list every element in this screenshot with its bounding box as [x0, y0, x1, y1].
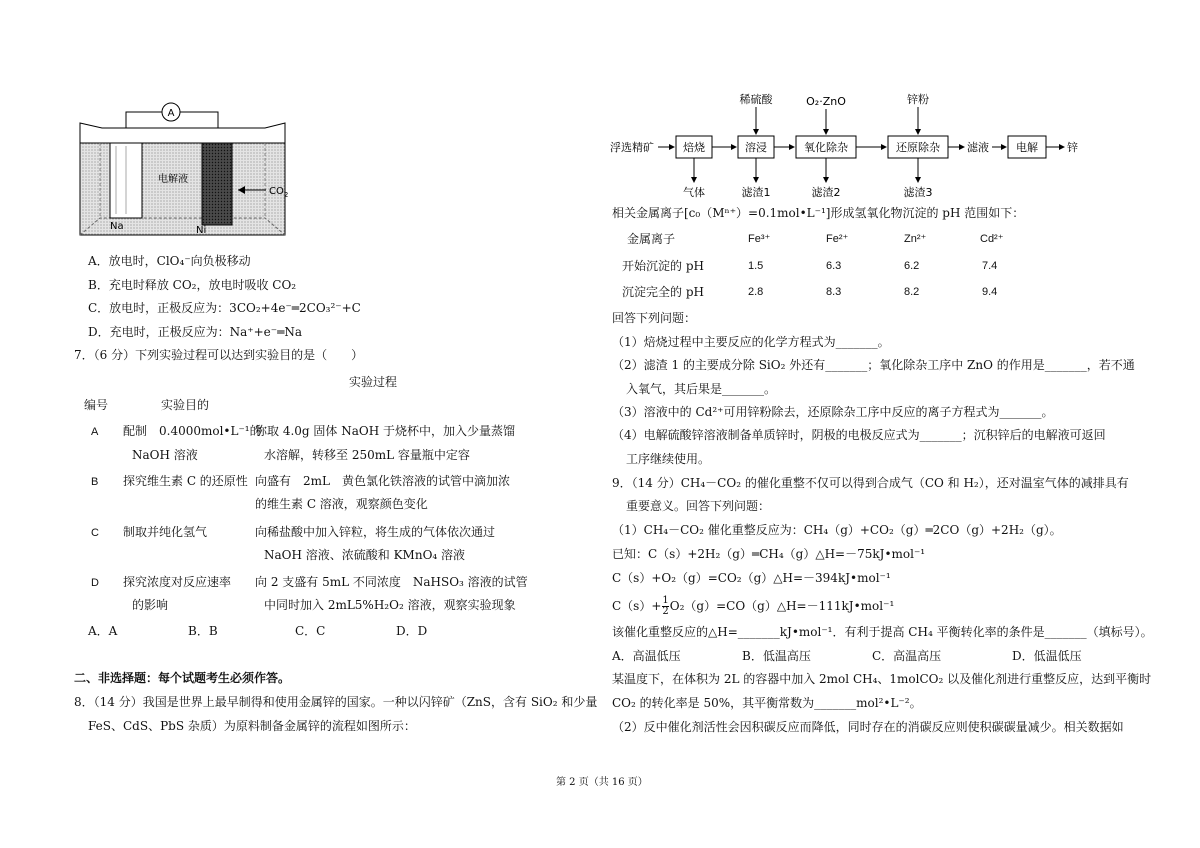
- q7-stem: 7．（6 分）下列实验过程可以达到实验目的是（ ）: [74, 348, 364, 362]
- q7-row-goal-cont: NaOH 溶液: [132, 448, 198, 462]
- zinc-process-flowchart: [608, 90, 1088, 202]
- q7-row-process: 向稀盐酸中加入锌粒，将生成的气体依次通过: [255, 525, 496, 539]
- flow-o2zno-label: O₂·ZnO: [806, 95, 846, 108]
- ammeter-label: A: [167, 108, 175, 119]
- q9-known3: C（s）+ $\frac{1}{2}$ O₂（g）=CO（g）△H=－111kJ•mol⁻¹: [612, 595, 895, 617]
- table-cell: 1.5: [748, 260, 764, 272]
- q7-header-process: 实验过程: [349, 375, 398, 389]
- flow-roast-label: 焙烧: [683, 141, 705, 154]
- q7-row-id: C: [91, 527, 99, 539]
- q8-part4-cont: 工序继续使用。: [626, 452, 711, 466]
- ion-fe3: Fe³⁺: [748, 233, 771, 245]
- q7-header-goal: 实验目的: [161, 398, 210, 412]
- q7-option-b: B．B: [188, 624, 218, 638]
- q9-known1: 已知：C（s）+2H₂（g）═CH₄（g）△H=－75kJ•mol⁻¹: [612, 547, 926, 561]
- q9-option-d: D．低温低压: [1012, 649, 1082, 663]
- q7-row-goal: 制取并纯化氢气: [123, 525, 208, 539]
- q7-row-id: A: [91, 426, 99, 438]
- q9-known2: C（s）+O₂（g）=CO₂（g）△H=－394kJ•mol⁻¹: [612, 571, 891, 585]
- q7-row-process-cont: 水溶解，转移至 250mL 容量瓶中定容: [264, 448, 470, 462]
- flow-acid-label: 稀硫酸: [739, 93, 773, 106]
- q6-option-b: B．充电时释放 CO₂，放电时吸收 CO₂: [88, 278, 297, 292]
- table-cell: 6.2: [904, 260, 920, 272]
- q9-part1: （1）CH₄－CO₂ 催化重整反应为：CH₄（g）+CO₂（g）═2CO（g）+2H₂（g）。: [612, 523, 1062, 537]
- q7-row-process: 称取 4.0g 固体 NaOH 于烧杯中，加入少量蒸馏: [255, 424, 515, 438]
- q7-option-a: A．A: [88, 624, 118, 638]
- flow-residue1-label: 滤渣1: [741, 186, 771, 199]
- flow-oxidation-label: 氧化除杂: [804, 141, 848, 154]
- q9-part2: （2）反中催化剂活性会因积碳反应而降低，同时存在的消碳反应则使积碳碳量减少。相关数据如: [612, 720, 1124, 734]
- flow-start-label: 浮选精矿: [610, 141, 654, 154]
- ion-zn2: Zn²⁺: [904, 233, 927, 245]
- q7-header-no: 编号: [84, 398, 109, 412]
- row-start-precip-label: 开始沉淀的 pH: [622, 259, 704, 273]
- q8-part2-cont: 入氧气，其后果是_______。: [626, 382, 777, 396]
- q8-answer-lead: 回答下列问题：: [612, 311, 697, 325]
- q9-temp-condition: 某温度下，在体积为 2L 的容器中加入 2mol CH₄、1molCO₂ 以及催化剂进行重整反应，达到平衡时: [612, 672, 1152, 686]
- q7-row-goal-cont: 的影响: [132, 598, 169, 612]
- q7-row-id: B: [91, 476, 99, 488]
- flow-leach-label: 溶浸: [745, 141, 767, 154]
- q8-part2: （2）滤渣 1 的主要成分除 SiO₂ 外还有_______；氧化除杂工序中 ZnO 的作用是_______，若不通: [612, 358, 1135, 372]
- table-cell: 8.3: [826, 286, 842, 298]
- q6-option-d: D．充电时，正极反应为：Na⁺+e⁻═Na: [88, 325, 302, 339]
- flow-residue3-label: 滤渣3: [903, 186, 933, 199]
- electrolyte-label: 电解液: [158, 174, 188, 185]
- ni-label: Ni: [196, 225, 207, 236]
- na-label: Na: [110, 221, 124, 232]
- q7-row-process: 向 2 支盛有 5mL 不同浓度 NaHSO₃ 溶液的试管: [255, 575, 528, 589]
- electrolytic-cell-diagram: [70, 98, 300, 238]
- ion-table-header: 金属离子: [627, 232, 676, 246]
- fraction-one-half: $\frac{1}{2}$: [662, 595, 669, 617]
- q9-stem: 9．（14 分）CH₄－CO₂ 的催化重整不仅可以得到合成气（CO 和 H₂），还对温室气体的减排具有: [612, 476, 1129, 490]
- q7-option-c: C．C: [295, 624, 326, 638]
- ion-cd2: Cd²⁺: [980, 233, 1004, 245]
- q7-row-goal: 探究维生素 C 的还原性: [123, 474, 248, 488]
- flow-filtrate-label: 滤液: [967, 141, 989, 154]
- q8-table-intro: 相关金属离子[c₀（Mⁿ⁺）=0.1mol•L⁻¹]形成氢氧化物沉淀的 pH 范围如下：: [612, 206, 1025, 220]
- flow-gas-label: 气体: [683, 186, 705, 199]
- table-cell: 9.4: [982, 286, 998, 298]
- section-heading: 二、非选择题：每个试题考生必须作答。: [74, 671, 291, 685]
- q8-part1: （1）焙烧过程中主要反应的化学方程式为_______。: [612, 335, 890, 349]
- q9-temp-condition-cont: CO₂ 的转化率是 50%，其平衡常数为_______mol²•L⁻²。: [612, 696, 922, 710]
- q9-option-a: A．高温低压: [612, 649, 681, 663]
- ni-electrode: [202, 143, 232, 225]
- flow-reduction-label: 还原除杂: [896, 141, 940, 154]
- flow-electrolysis-label: 电解: [1016, 141, 1038, 154]
- co2-label: $CO_2$: [269, 186, 289, 199]
- q6-option-c: C．放电时，正极反应为：3CO₂+4e⁻═2CO₃²⁻+C: [88, 301, 361, 315]
- q9-option-b: B．低温高压: [742, 649, 811, 663]
- flow-end-label: 锌: [1067, 141, 1078, 154]
- table-cell: 6.3: [826, 260, 842, 272]
- row-complete-precip-label: 沉淀完全的 pH: [622, 285, 704, 299]
- q7-row-process-cont: NaOH 溶液、浓硫酸和 KMnO₄ 溶液: [264, 548, 466, 562]
- table-cell: 8.2: [904, 286, 920, 298]
- q9-question: 该催化重整反应的△H=_______kJ•mol⁻¹．有利于提高 CH₄ 平衡转化率的条件是_______（填标号）。: [612, 625, 1153, 639]
- q7-row-goal: 配制 0.4000mol•L⁻¹的: [123, 424, 262, 438]
- q7-row-process-cont: 的维生素 C 溶液，观察颜色变化: [255, 497, 428, 511]
- q7-row-id: D: [91, 577, 99, 589]
- q7-row-goal: 探究浓度对反应速率: [123, 575, 232, 589]
- table-cell: 7.4: [982, 260, 998, 272]
- q9-stem-cont: 重要意义。回答下列问题：: [626, 499, 771, 513]
- q7-option-d: D．D: [396, 624, 428, 638]
- q6-option-a: A．放电时，ClO₄⁻向负极移动: [88, 254, 251, 268]
- q7-row-process-cont: 中同时加入 2mL5%H₂O₂ 溶液，观察实验现象: [264, 598, 516, 612]
- table-cell: 2.8: [748, 286, 764, 298]
- q8-part3: （3）溶液中的 Cd²⁺可用锌粉除去，还原除杂工序中反应的离子方程式为_______。: [612, 405, 1054, 419]
- page-footer: 第 2 页（共 16 页）: [556, 777, 648, 788]
- q8-part4: （4）电解硫酸锌溶液制备单质锌时，阴极的电极反应式为_______；沉积锌后的电解液可返回: [612, 428, 1106, 442]
- ion-fe2: Fe²⁺: [826, 233, 849, 245]
- q7-row-process: 向盛有 2mL 黄色氯化铁溶液的试管中滴加浓: [255, 474, 510, 488]
- flow-residue2-label: 滤渣2: [811, 186, 841, 199]
- q8-stem-cont: FeS、CdS、PbS 杂质）为原料制备金属锌的流程如图所示：: [88, 719, 416, 733]
- flow-zinc-powder-label: 锌粉: [907, 93, 929, 106]
- q9-option-c: C．高温高压: [872, 649, 942, 663]
- q8-stem: 8．（14 分）我国是世界上最早制得和使用金属锌的国家。一种以闪锌矿（ZnS，含有 SiO₂ 和少量: [74, 695, 598, 709]
